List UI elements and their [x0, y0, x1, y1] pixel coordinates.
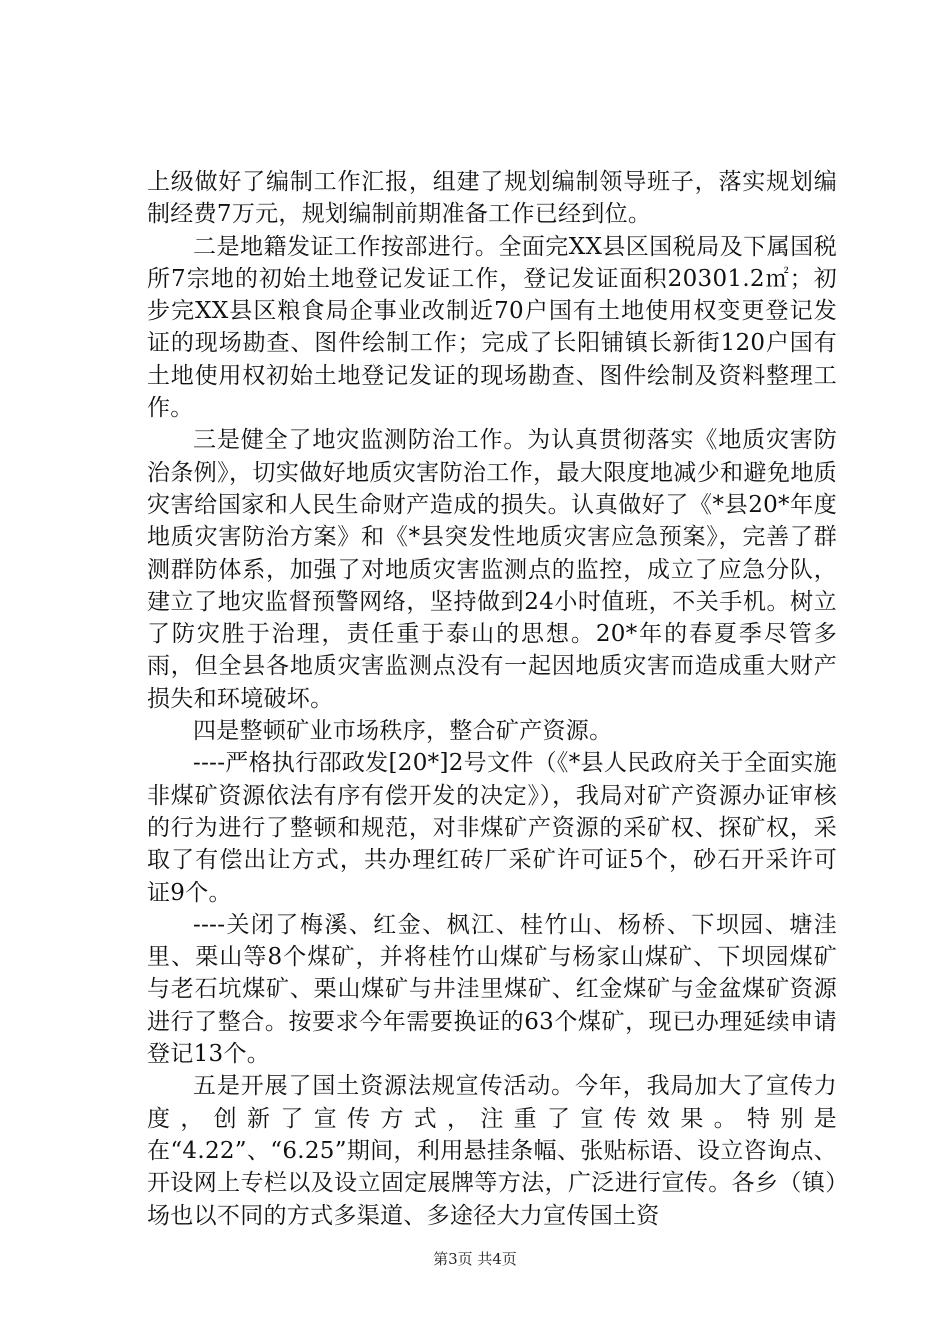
- paragraph-2: 二是地籍发证工作按部进行。全面完XX县区国税局及下属国税所7宗地的初始土地登记发证工作，登记发证面积20301.2㎡；初步完XX县区粮食局企事业改制近70户国有土地使用权变更登记发证的现场勘查、图件绘制工作；完成了长阳铺镇长新街120户国有土地使用权初始土地登记发证的现场勘查、图件绘制及资料整理工作。: [147, 233, 837, 422]
- paragraph-3: 三是健全了地灾监测防治工作。为认真贯彻落实《地质灾害防治条例》，切实做好地质灾害防治工作，最大限度地减少和避免地质灾害给国家和人民生命财产造成的损失。认真做好了《*县20*年度地质灾害防治方案》和《*县突发性地质灾害应急预案》，完善了群测群防体系，加强了对地质灾害监测点的监控，成立了应急分队，建立了地灾监督预警网络，坚持做到24小时值班，不关手机。树立了防灾胜于治理，责任重于泰山的思想。20*年的春夏季尽管多雨，但全县各地质灾害监测点没有一起因地质灾害而造成重大财产损失和环境破坏。: [147, 427, 837, 712]
- paragraph-7: 五是开展了国土资源法规宣传活动。今年，我局加大了宣传力度，创新了宣传方式，注重了宣传效果。特别是在“4.22”、“6.25”期间，利用悬挂条幅、张贴标语、设立咨询点、开设网上专栏以及设立固定展牌等方法，广泛进行宣传。各乡（镇）场也以不同的方式多渠道、多途径大力宣传国土资: [147, 1073, 837, 1229]
- paragraph-1: 上级做好了编制工作汇报，组建了规划编制领导班子，落实规划编制经费7万元，规划编制前期准备工作已经到位。: [147, 169, 837, 228]
- paragraph-4: 四是整顿矿业市场秩序，整合矿产资源。: [193, 718, 613, 745]
- page-footer: 第3页 共4页: [433, 1250, 517, 1268]
- document-body: [147, 166, 837, 1232]
- paragraph-6: ----关闭了梅溪、红金、枫江、桂竹山、杨桥、下坝园、塘洼里、栗山等8个煤矿，并将桂竹山煤矿与杨家山煤矿、下坝园煤矿与老石坑煤矿、栗山煤矿与井洼里煤矿、红金煤矿与金盆煤矿资源进行了整合。按要求今年需要换证的63个煤矿，现已办理延续申请登记13个。: [147, 911, 837, 1068]
- paragraph-5: ----严格执行邵政发[20*]2号文件（《*县人民政府关于全面实施非煤矿资源依法有序有偿开发的决定》），我局对矿产资源办证审核的行为进行了整顿和规范，对非煤矿产资源的采矿权、探矿权，采取了有偿出让方式，共办理红砖厂采矿许可证5个，砂石开采许可证9个。: [147, 750, 837, 906]
